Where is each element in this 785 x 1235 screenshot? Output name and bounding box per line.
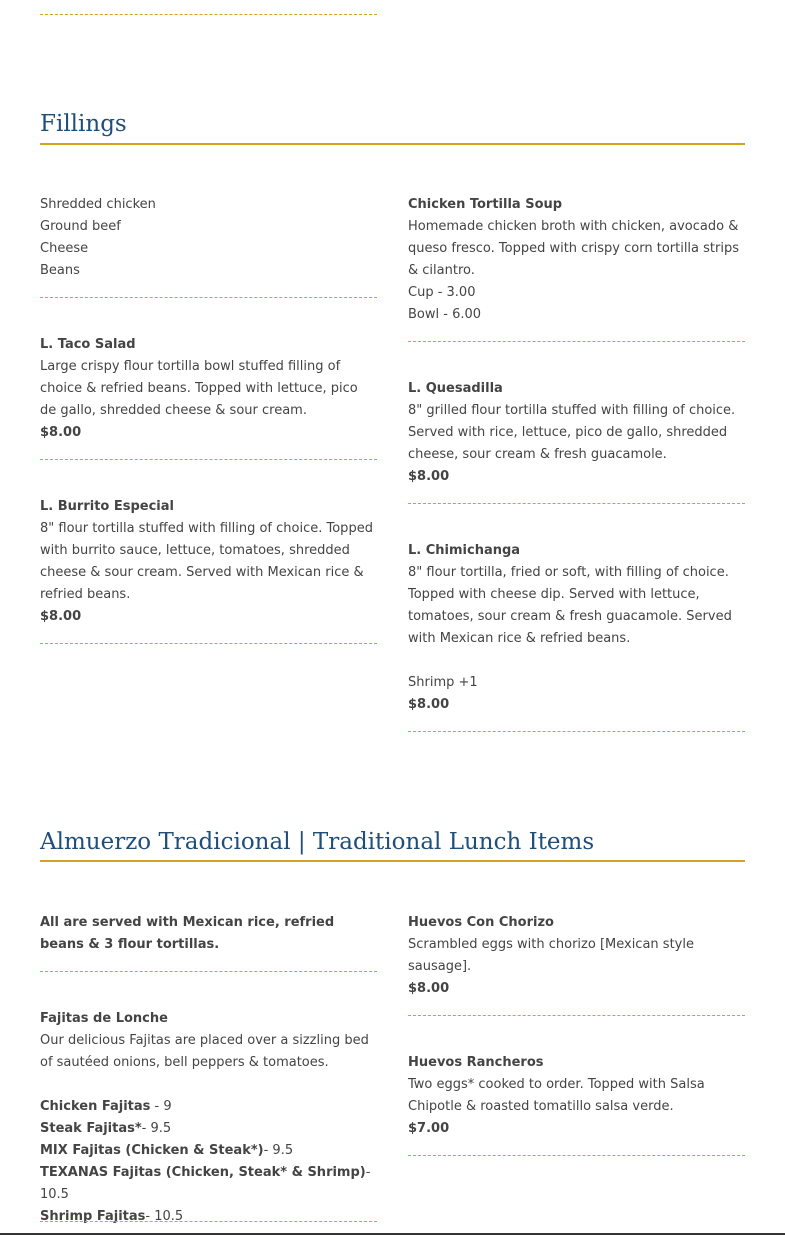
- menu-item-chicken-tortilla-soup: [408, 194, 745, 326]
- item-description: Homemade chicken broth with chicken, avocado & queso fresco. Topped with crispy corn tortilla strips & cilantro.: [408, 219, 739, 278]
- option-price: - 9.5: [263, 1143, 294, 1158]
- fillings-list: [40, 194, 377, 282]
- divider: [40, 1221, 377, 1222]
- option-price: - 10.5: [40, 1165, 371, 1202]
- section-rule: [40, 143, 745, 145]
- option-label: Chicken Fajitas: [40, 1099, 151, 1114]
- option-price: - 9.5: [141, 1121, 172, 1136]
- item-price: $8.00: [40, 425, 82, 440]
- option-label: Shrimp Fajitas: [40, 1209, 146, 1224]
- divider: [40, 297, 377, 298]
- list-item: Shredded chicken: [40, 197, 156, 212]
- item-name: Huevos Rancheros: [408, 1055, 544, 1070]
- note-text: All are served with Mexican rice, refried beans & 3 flour tortillas.: [40, 915, 335, 952]
- served-with-note: [40, 912, 377, 956]
- option-price: - 9: [150, 1099, 172, 1114]
- item-description: Our delicious Fajitas are placed over a sizzling bed of sautéed onions, bell peppers & tomatoes.: [40, 1033, 369, 1070]
- item-description: 8" grilled flour tortilla stuffed with filling of choice. Served with rice, lettuce, pico de gallo, shredded cheese, sour cream & fresh guacamole.: [408, 403, 736, 462]
- fajita-option: [40, 1140, 377, 1162]
- section-title-fillings: Fillings: [40, 111, 127, 137]
- spacer: [408, 650, 745, 672]
- menu-item-quesadilla: [408, 378, 745, 488]
- item-price: $7.00: [408, 1121, 450, 1136]
- item-name: L. Taco Salad: [40, 337, 136, 352]
- divider: [40, 971, 377, 972]
- section-title-almuerzo: Almuerzo Tradicional | Traditional Lunch Items: [40, 829, 595, 855]
- item-name: L. Chimichanga: [408, 543, 521, 558]
- divider: [40, 459, 377, 460]
- divider: [40, 643, 377, 644]
- divider: [408, 503, 745, 504]
- option-label: MIX Fajitas (Chicken & Steak*): [40, 1143, 264, 1158]
- item-size-cup: Cup - 3.00: [408, 285, 476, 300]
- item-size-bowl: Bowl - 6.00: [408, 307, 482, 322]
- list-item: Beans: [40, 263, 80, 278]
- item-name: L. Burrito Especial: [40, 499, 174, 514]
- menu-item-chimichanga: [408, 540, 745, 716]
- spacer: [40, 1074, 377, 1096]
- option-price: - 10.5: [145, 1209, 184, 1224]
- divider: [40, 14, 377, 15]
- item-name: Huevos Con Chorizo: [408, 915, 554, 930]
- section-rule: [40, 860, 745, 862]
- menu-item-huevos-con-chorizo: [408, 912, 745, 1000]
- item-price: $8.00: [40, 609, 82, 624]
- divider: [408, 731, 745, 732]
- item-name: Chicken Tortilla Soup: [408, 197, 563, 212]
- item-price: $8.00: [408, 697, 450, 712]
- divider: [408, 1155, 745, 1156]
- item-extra: Shrimp +1: [408, 675, 478, 690]
- item-name: Fajitas de Lonche: [40, 1011, 168, 1026]
- item-price: $8.00: [408, 469, 450, 484]
- divider: [408, 1015, 745, 1016]
- menu-item-taco-salad: [40, 334, 377, 444]
- menu-item-fajitas-de-lonche: [40, 1008, 377, 1228]
- item-name: L. Quesadilla: [408, 381, 503, 396]
- menu-item-huevos-rancheros: [408, 1052, 745, 1140]
- list-item: Ground beef: [40, 219, 121, 234]
- menu-item-burrito-especial: [40, 496, 377, 628]
- item-description: Scrambled eggs with chorizo [Mexican style sausage].: [408, 937, 694, 974]
- item-description: Two eggs* cooked to order. Topped with Salsa Chipotle & roasted tomatillo salsa verde.: [408, 1077, 705, 1114]
- item-description: 8" flour tortilla, fried or soft, with filling of choice. Topped with cheese dip. Served with lettuce, tomatoes, sour cream & fresh guacamole. Served with Mexican rice & refried beans.: [408, 565, 732, 646]
- item-description: 8" flour tortilla stuffed with filling of choice. Topped with burrito sauce, lettuce, tomatoes, shredded cheese & sour cream. Served with Mexican rice & refried beans.: [40, 521, 373, 602]
- option-label: TEXANAS Fajitas (Chicken, Steak* & Shrimp): [40, 1165, 366, 1180]
- divider: [408, 341, 745, 342]
- fajita-option: [40, 1162, 377, 1206]
- item-description: Large crispy flour tortilla bowl stuffed filling of choice & refried beans. Topped with lettuce, pico de gallo, shredded cheese & sour cream.: [40, 359, 358, 418]
- fajita-option: [40, 1206, 377, 1228]
- fajita-option: [40, 1096, 377, 1118]
- item-price: $8.00: [408, 981, 450, 996]
- option-label: Steak Fajitas*: [40, 1121, 142, 1136]
- fajita-option: [40, 1118, 377, 1140]
- list-item: Cheese: [40, 241, 89, 256]
